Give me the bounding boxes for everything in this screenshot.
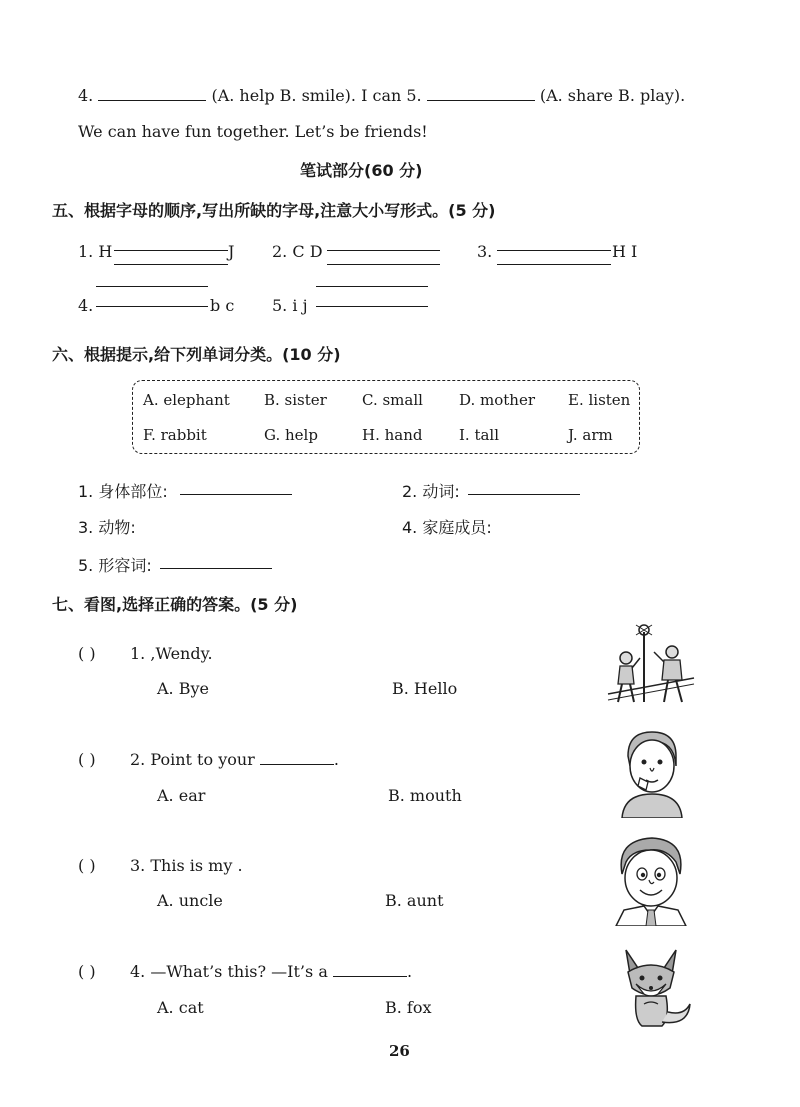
option-b[interactable]: B. Hello — [392, 679, 458, 698]
word-item: B. sister — [264, 391, 327, 409]
q4-options: (A. help B. smile). I can 5. — [211, 86, 422, 105]
category-adjectives: 5. 形容词: — [78, 556, 152, 575]
q5-options: (A. share B. play). — [539, 86, 686, 105]
friends-sentence: We can have fun together. Let’s be friends! — [78, 122, 428, 141]
word-item: G. help — [264, 426, 318, 444]
option-b[interactable]: B. fox — [385, 998, 432, 1017]
option-a[interactable]: A. ear — [157, 786, 206, 805]
answer-blank[interactable] — [427, 100, 535, 101]
answer-blank[interactable] — [333, 976, 407, 977]
s5-item-4: 4. — [78, 296, 94, 315]
answer-blank[interactable] — [160, 568, 272, 569]
s5-item-5: 5. i j — [272, 296, 308, 315]
s5-item-2: 2. C D — [272, 242, 323, 261]
answer-blank[interactable] — [96, 306, 208, 307]
answer-blank[interactable] — [180, 494, 292, 495]
answer-blank[interactable] — [260, 764, 334, 765]
answer-blank[interactable] — [327, 264, 440, 265]
s5-item-1: 1. H — [78, 242, 113, 261]
page-number: 26 — [389, 1042, 410, 1060]
word-item: I. tall — [459, 426, 500, 444]
option-a[interactable]: A. cat — [157, 998, 204, 1017]
children-waving-illustration — [606, 622, 696, 708]
answer-paren[interactable]: ( ) — [78, 856, 96, 875]
s5-item-3: 3. — [477, 242, 493, 261]
question-1: 1. ,Wendy. — [130, 644, 213, 663]
word-item: F. rabbit — [143, 426, 207, 444]
word-item: C. small — [362, 391, 423, 409]
question-4: 4. —What’s this? —It’s a . — [130, 962, 413, 981]
option-a[interactable]: A. uncle — [157, 891, 223, 910]
answer-paren[interactable]: ( ) — [78, 962, 96, 981]
word-item: H. hand — [362, 426, 423, 444]
word-item: J. arm — [568, 426, 613, 444]
category-verbs: 2. 动词: — [402, 482, 460, 501]
category-animals: 3. 动物: — [78, 518, 136, 537]
option-b[interactable]: B. mouth — [388, 786, 462, 805]
man-portrait-illustration — [606, 834, 696, 926]
word-item: A. elephant — [143, 391, 230, 409]
option-a[interactable]: A. Bye — [157, 679, 209, 698]
word-item: E. listen — [568, 391, 631, 409]
answer-blank[interactable] — [468, 494, 580, 495]
word-item: D. mother — [459, 391, 536, 409]
answer-paren[interactable]: ( ) — [78, 644, 96, 663]
answer-blank[interactable] — [96, 286, 208, 287]
q4-number: 4. — [78, 86, 94, 105]
section6-heading: 六、根据提示,给下列单词分类。(10 分) — [52, 345, 341, 364]
written-section-title: 笔试部分(60 分) — [300, 161, 423, 180]
question-3: 3. This is my . — [130, 856, 243, 875]
answer-blank[interactable] — [114, 250, 228, 251]
answer-blank[interactable] — [497, 250, 611, 251]
question-2: 2. Point to your . — [130, 750, 339, 769]
section5-heading: 五、根据字母的顺序,写出所缺的字母,注意大小写形式。(5 分) — [52, 201, 496, 220]
option-b[interactable]: B. aunt — [385, 891, 444, 910]
answer-blank[interactable] — [114, 264, 228, 265]
category-family: 4. 家庭成员: — [402, 518, 492, 537]
boy-pointing-mouth-illustration — [614, 726, 692, 818]
answer-blank[interactable] — [316, 286, 428, 287]
answer-blank[interactable] — [316, 306, 428, 307]
category-body-parts: 1. 身体部位: — [78, 482, 168, 501]
answer-blank[interactable] — [497, 264, 611, 265]
answer-blank[interactable] — [327, 250, 440, 251]
answer-paren[interactable]: ( ) — [78, 750, 96, 769]
word-bank-box — [132, 380, 640, 454]
section7-heading: 七、看图,选择正确的答案。(5 分) — [52, 595, 298, 614]
fox-illustration — [612, 944, 694, 1032]
answer-blank[interactable] — [98, 100, 206, 101]
